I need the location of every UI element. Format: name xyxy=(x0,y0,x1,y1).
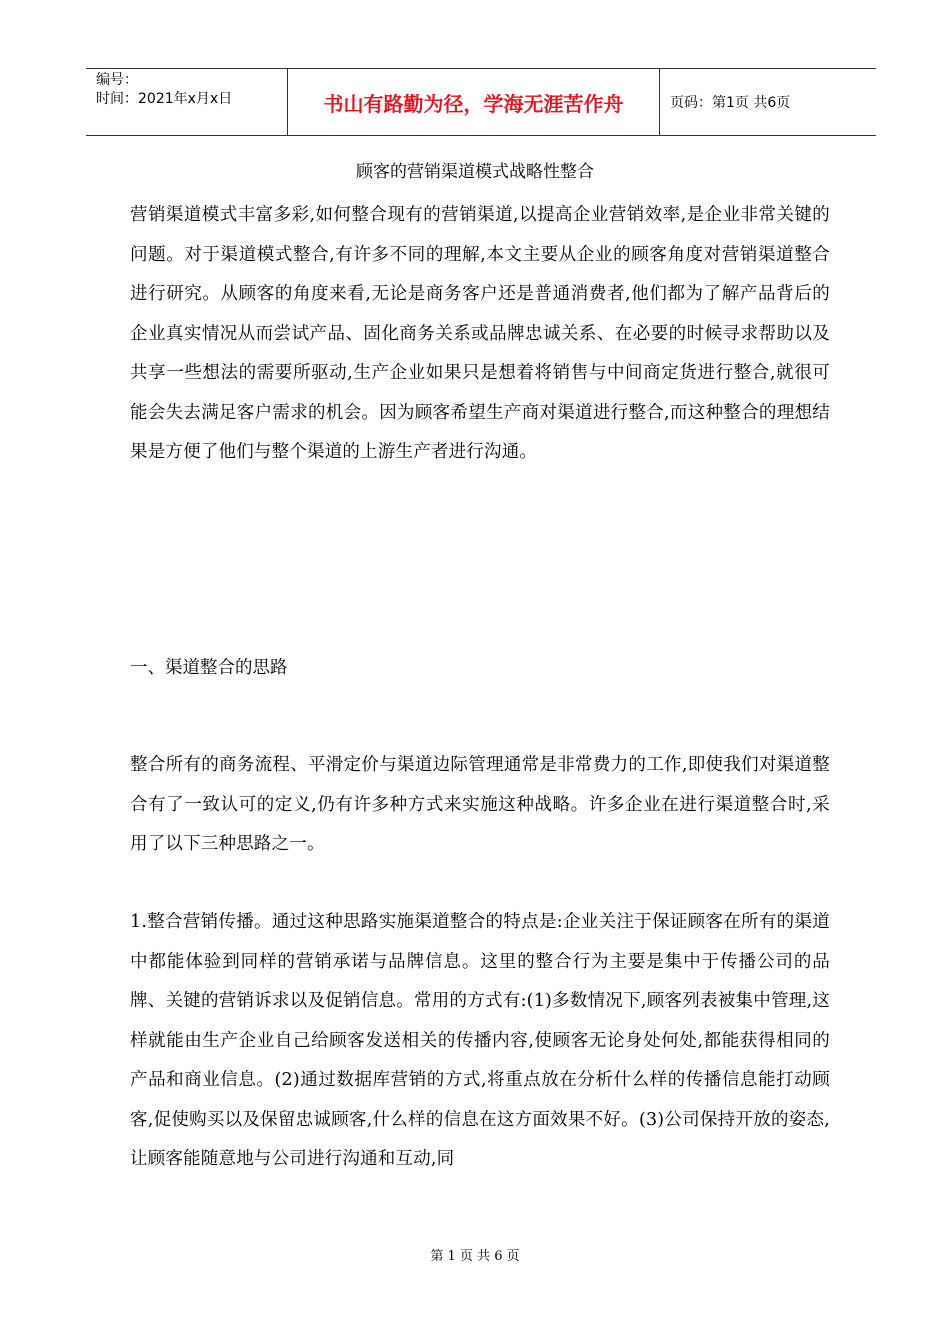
document-number-label: 编号： xyxy=(96,72,138,88)
page-header xyxy=(86,68,876,136)
document-title: 顾客的营销渠道模式战略性整合 xyxy=(356,162,594,182)
document-date-label: 时间：2021年x月x日 xyxy=(96,91,233,107)
intro-paragraph: 营销渠道模式丰富多彩,如何整合现有的营销渠道,以提高企业营销效率,是企业非常关键的问题。对于渠道模式整合,有许多不同的理解,本文主要从企业的顾客角度对营销渠道整合进行研究。从顾客的角度来看,无论是商务客户还是普通消费者,他们都为了解产品背后的企业真实情况从而尝试产品、固化商务关系或品牌忠诚关系、在必要的时候寻求帮助以及共享一些想法的需要所驱动,生产企业如果只是想着将销售与中间商定货进行整合,就很可能会失去满足客户需求的机会。因为顾客希望生产商对渠道进行整合,而这种整合的理想结果是方便了他们与整个渠道的上游生产者进行沟通。 xyxy=(130,205,830,462)
section-heading: 一、渠道整合的思路 xyxy=(130,658,288,678)
page-footer: 第 1 页 共 6 页 xyxy=(430,1249,520,1264)
header-meta-cell xyxy=(86,69,288,135)
header-page-info: 页码：第1页 共6页 xyxy=(670,95,791,111)
header-motto: 书山有路勤为径，学海无涯苦作舟 xyxy=(288,69,660,135)
body-paragraph-1: 整合所有的商务流程、平滑定价与渠道边际管理通常是非常费力的工作,即使我们对渠道整合有了一致认可的定义,仍有许多种方式来实施这种战略。许多企业在进行渠道整合时,采用了以下三种思路之一。 xyxy=(130,755,830,854)
body-paragraph-2: 1.整合营销传播。通过这种思路实施渠道整合的特点是:企业关注于保证顾客在所有的渠道中都能体验到同样的营销承诺与品牌信息。这里的整合行为主要是集中于传播公司的品牌、关键的营销诉求以及促销信息。常用的方式有:(1)多数情况下,顾客列表被集中管理,这样就能由生产企业自己给顾客发送相关的传播内容,使顾客无论身处何处,都能获得相同的产品和商业信息。(2)通过数据库营销的方式,将重点放在分析什么样的传播信息能打动顾客,促使购买以及保留忠诚顾客,什么样的信息在这方面效果不好。(3)公司保持开放的姿态,让顾客能随意地与公司进行沟通和互动,同 xyxy=(130,912,830,1169)
